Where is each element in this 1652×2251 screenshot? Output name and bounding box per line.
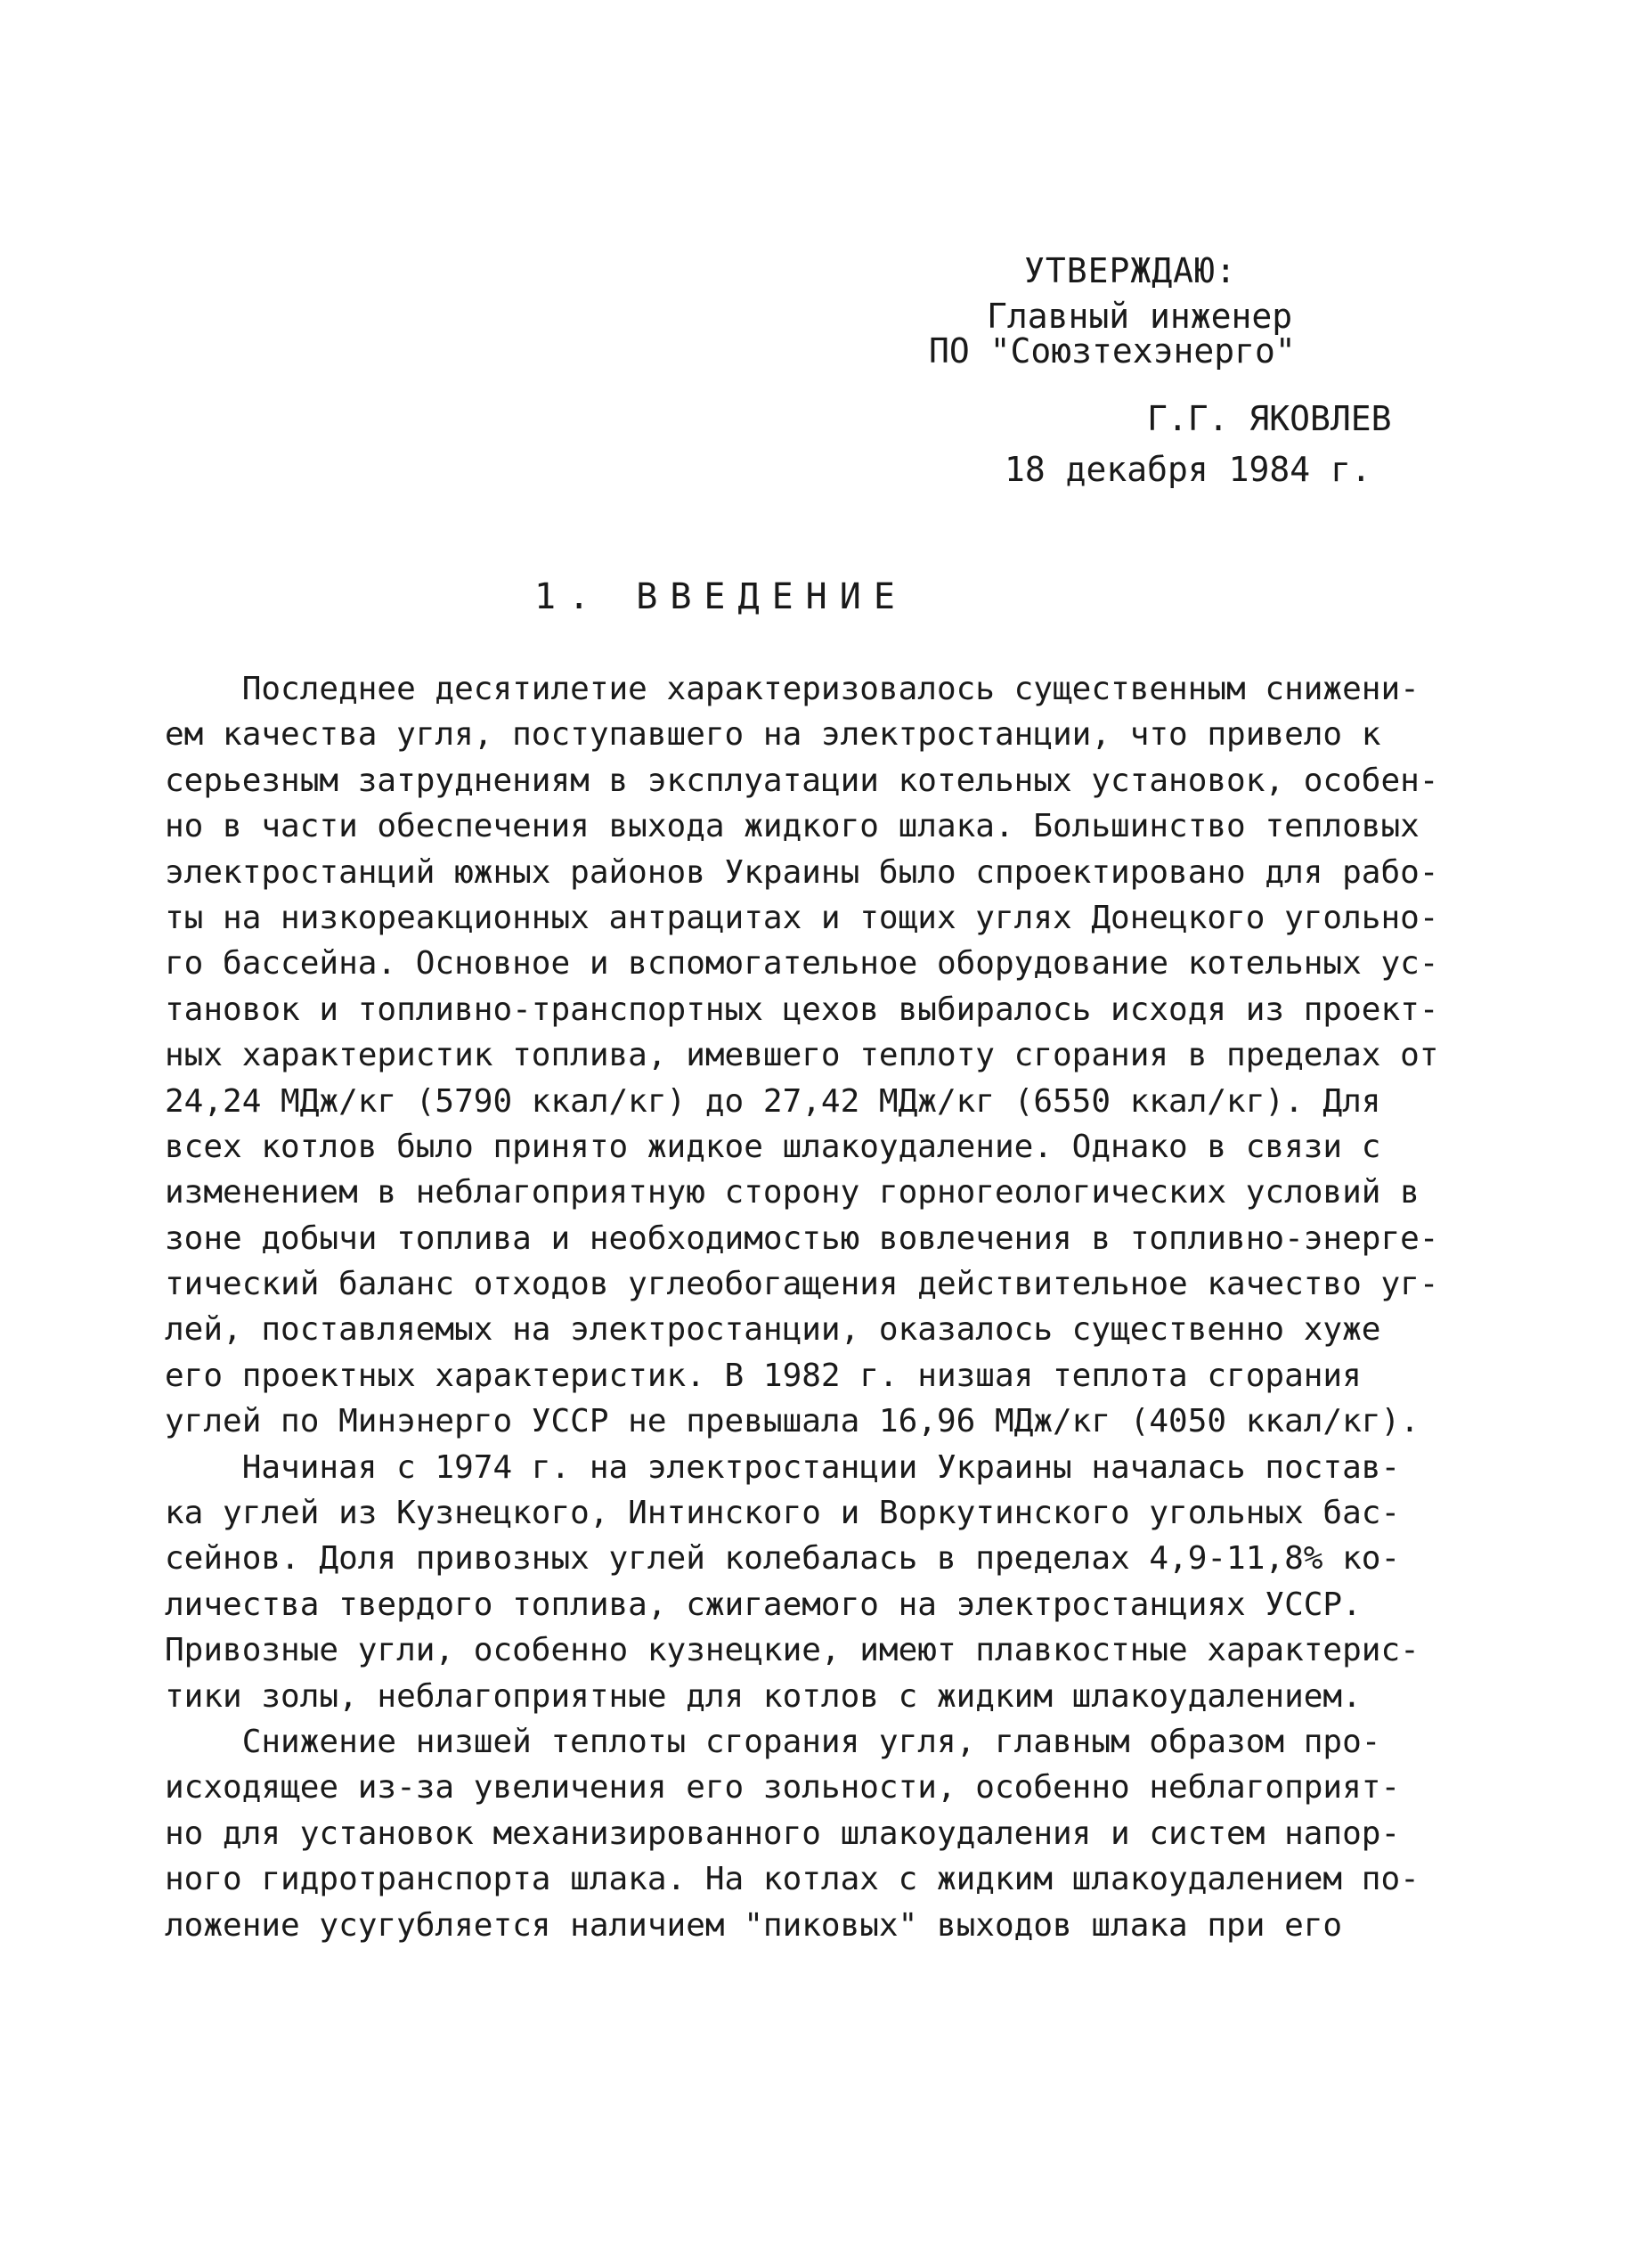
body-line: ных характеристик топлива, имевшего теплоту сгорания в пределах от: [165, 1037, 1439, 1074]
body-line: но для установок механизированного шлакоудаления и систем напор-: [165, 1815, 1401, 1852]
body-line: электростанций южных районов Украины было спроектировано для рабо-: [165, 853, 1439, 891]
body-line: ложение усугубляется наличием "пиковых" выходов шлака при его: [165, 1906, 1343, 1944]
body-line: исходящее из-за увеличения его зольности, особенно неблагоприят-: [165, 1769, 1401, 1807]
approval-signatory: Г.Г. ЯКОВЛЕВ: [1147, 399, 1392, 438]
body-line: личества твердого топлива, сжигаемого на электростанциях УССР.: [165, 1586, 1362, 1623]
body-line: всех котлов было принято жидкое шлакоудаление. Однако в связи с: [165, 1128, 1381, 1165]
body-line: лей, поставляемых на электростанции, оказалось существенно хуже: [165, 1311, 1381, 1349]
approval-block: [0, 0, 1652, 499]
body-line: сейнов. Доля привозных углей колебалась в пределах 4,9-11,8% ко-: [165, 1540, 1401, 1578]
body-line: тический баланс отходов углеобогащения действительное качество уг-: [165, 1266, 1439, 1303]
body-line: го бассейна. Основное и вспомогательное оборудование котельных ус-: [165, 945, 1439, 983]
body-line: изменением в неблагоприятную сторону горногеологических условий в: [165, 1174, 1420, 1211]
body-line: ты на низкореакционных антрацитах и тощих углях Донецкого угольно-: [165, 899, 1439, 936]
approval-date: 18 декабря 1984 г.: [1005, 450, 1371, 489]
approval-organization: ПО "Союзтехэнерго": [929, 331, 1296, 371]
approval-post: Главный инженер: [987, 297, 1293, 336]
body-line: его проектных характеристик. В 1982 г. низшая теплота сгорания: [165, 1357, 1362, 1394]
body-line: тики золы, неблагоприятные для котлов с жидким шлакоудалением.: [165, 1677, 1362, 1715]
body-line: 24,24 МДж/кг (5790 ккал/кг) до 27,42 МДж/кг (6550 ккал/кг). Для: [165, 1082, 1381, 1120]
body-line: углей по Минэнерго УССР не превышала 16,96 МДж/кг (4050 ккал/кг).: [165, 1403, 1420, 1440]
body-line: Начиная с 1974 г. на электростанции Украины началась постав-: [165, 1448, 1401, 1486]
body-text: [165, 666, 1439, 1948]
body-line: серьезным затруднениям в эксплуатации котельных установок, особен-: [165, 762, 1439, 799]
body-line: зоне добычи топлива и необходимостью вовлечения в топливно-энерге-: [165, 1219, 1439, 1257]
body-line: Привозные угли, особенно кузнецкие, имеют плавкостные характерис-: [165, 1632, 1420, 1669]
body-line: Снижение низшей теплоты сгорания угля, главным образом про-: [165, 1723, 1381, 1760]
body-line: ем качества угля, поступавшего на электростанции, что привело к: [165, 716, 1381, 754]
body-line: ного гидротранспорта шлака. На котлах с жидким шлакоудалением по-: [165, 1861, 1420, 1898]
approval-title: УТВЕРЖДАЮ:: [1024, 251, 1237, 290]
body-line: тановок и топливно-транспортных цехов выбиралось исходя из проект-: [165, 991, 1439, 1028]
body-line: ка углей из Кузнецкого, Интинского и Воркутинского угольных бас-: [165, 1495, 1401, 1532]
section-heading: 1. ВВЕДЕНИЕ: [534, 576, 907, 617]
body-line: но в части обеспечения выхода жидкого шлака. Большинство тепловых: [165, 808, 1420, 845]
body-line: Последнее десятилетие характеризовалось существенным снижени-: [165, 671, 1420, 707]
